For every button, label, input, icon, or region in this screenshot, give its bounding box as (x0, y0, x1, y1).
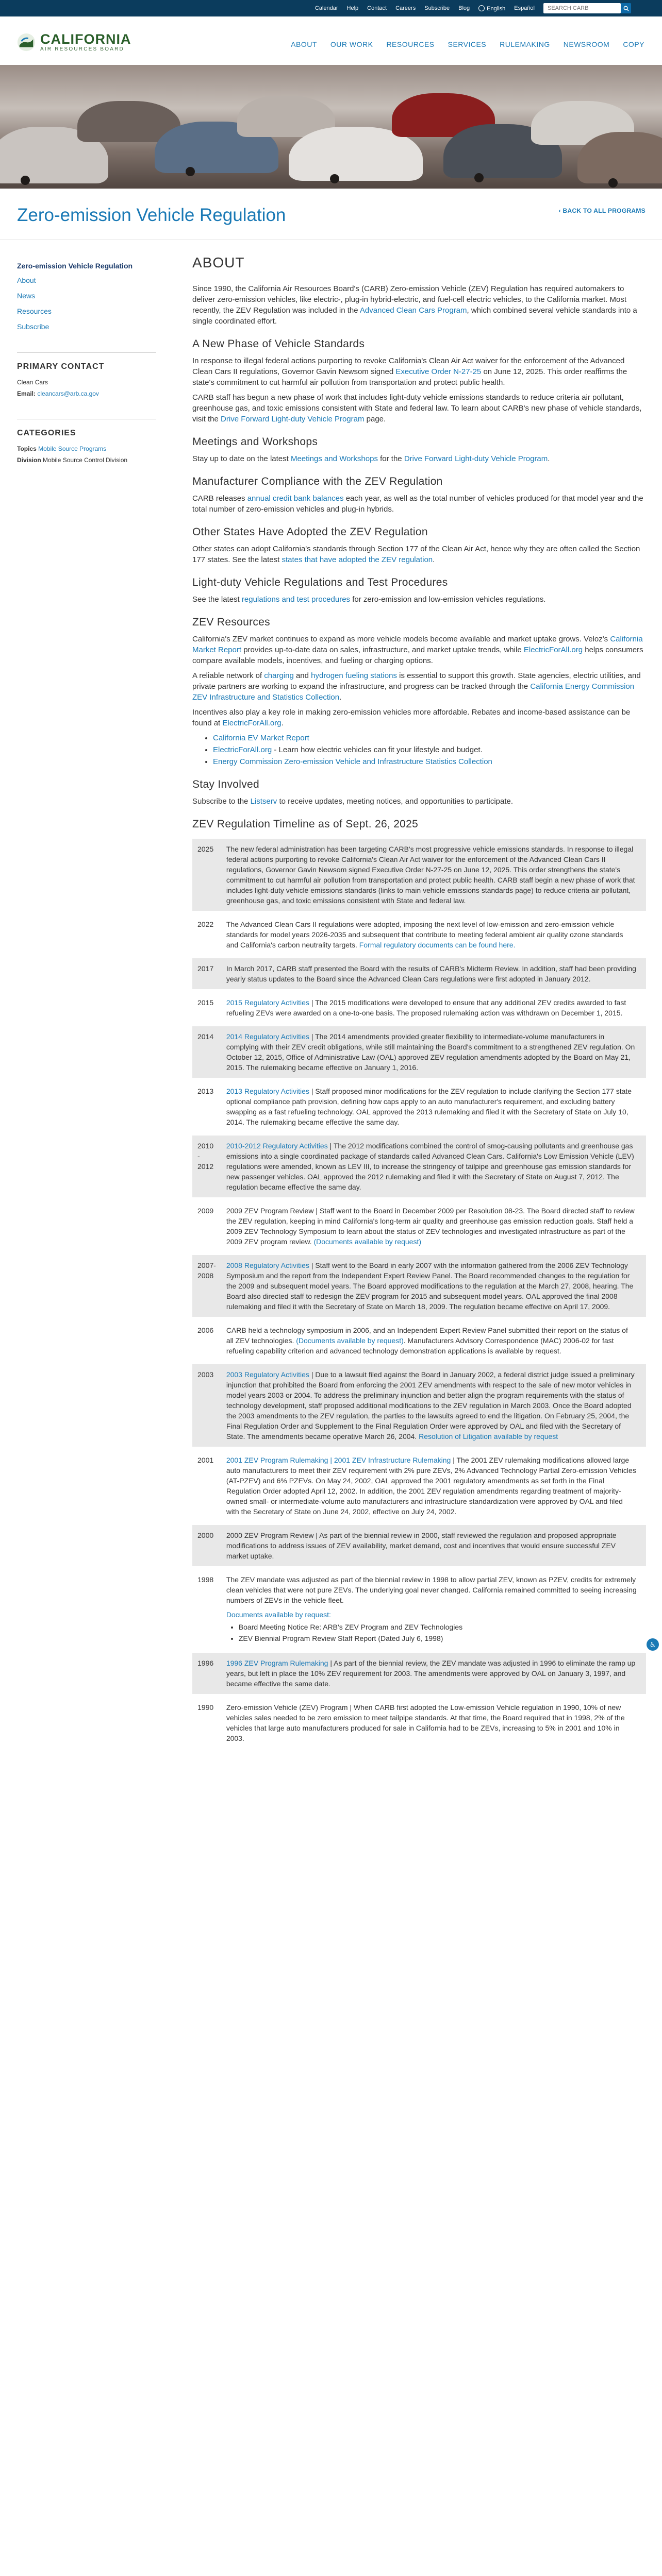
sidebar-item-subscribe[interactable]: Subscribe (17, 323, 49, 331)
timeline-description (221, 957, 646, 991)
timeline-year: 1996 (192, 1651, 221, 1696)
timeline-text: | Staff went to the Board in early 2007 with the information gathered from the 2006 ZEV Technology Symposium and the report from the Independent Expert Review Panel. The Board recommended changes to the regulation for the 2009 and subsequent model years. The Board approved modifications to the regulation at the March 27, 2008, hearing. The Board also directed staff to redesign the ZEV program for 2015 and subsequent model years. OAL approved the final 2008 rulemaking and filed it with the Secretary of State on March 18, 2009. The regulation became effective on April 17, 2009. (226, 1261, 634, 1311)
timeline-link[interactable]: 2013 Regulatory Activities (226, 1087, 309, 1095)
timeline-year: 2013 (192, 1079, 221, 1134)
accessibility-icon[interactable]: ♿ (647, 1638, 659, 1651)
timeline-text: | Due to a lawsuit filed against the Board in January 2002, a federal district judge issued a preliminary injunction that prohibited the Board from enforcing the 2001 ZEV amendments with respect to the sale of new motor vehicles in model years 2003 or 2004. To address the preliminary injunction and better align the program requirements with the status of technology development, staff proposed additional modifications to the ZEV regulation in March 2003. Once the Board adopted the 2003 amendments to the ZEV regulation, the parties to the lawsuits agreed to end the litigation. On February 25, 2004, the Final Regulation Order and Supplement to the Final Regulation Order were approved by OAL and filed with the Secretary of State. The amendments became operative March 26, 2004. (226, 1370, 635, 1440)
other-states-paragraph (192, 544, 646, 565)
other-states-heading: Other States Have Adopted the ZEV Regulation (192, 526, 428, 538)
list-item (213, 744, 646, 755)
timeline-text: 2000 ZEV Program Review | As part of the biennial review in 2000, staff reviewed the regulation and proposed appropriate modifications to address issues of ZEV availability, market demand, cost and incentives that would ensure successful ZEV market uptake. (226, 1531, 617, 1560)
phase-text-1: In response to illegal federal actions purporting to revoke California's Clean Air Act waiver for the enforcement of the Advanced Clean Cars II regulations, Governor Gavin Newsom signed (192, 357, 625, 376)
utility-link-contact[interactable]: Contact (367, 5, 387, 11)
timeline-description (221, 1363, 646, 1448)
timeline-description (221, 1523, 646, 1568)
hydrogen-fueling-link[interactable]: hydrogen fueling stations (311, 671, 397, 680)
zev-resources-heading: ZEV Resources (192, 616, 270, 628)
about-heading: ABOUT (192, 255, 245, 270)
timeline-text: | The 2012 modifications combined the control of smog-causing pollutants and greenhouse gas emissions into a single coordinated package of standards called Advanced Clean Cars. California's Low Emission Vehicle (LEV) regulations were amended, known as LEV III, to increase the stringency of tailpipe and greenhouse gas emission standards for new passenger vehicles. OAL approved the 2012 rulemaking and filed it with the Secretary of State on August 7, 2012. The regulation became effective the same day. (226, 1142, 634, 1191)
res-text-3: Incentives also play a key role in making zero-emission vehicles more affordable. Rebates and income-based assistance can be found at (192, 708, 631, 727)
table-row (192, 1568, 646, 1651)
meetings-mid: for the (380, 454, 402, 463)
timeline-description (221, 1568, 646, 1651)
compliance-paragraph (192, 493, 646, 515)
credit-bank-balances-link[interactable]: annual credit bank balances (247, 494, 344, 503)
timeline-link[interactable]: 2010-2012 Regulatory Activities (226, 1142, 328, 1150)
utility-link-help[interactable]: Help (346, 5, 359, 11)
timeline-sublist (239, 1622, 637, 1643)
california-bear-logo-icon (16, 32, 36, 52)
electricforall-incentives-link[interactable]: ElectricForAll.org (222, 719, 282, 727)
list-item (213, 733, 646, 743)
timeline-documents-link[interactable]: Formal regulatory documents can be found here. (359, 941, 516, 949)
timeline-year: 1998 (192, 1568, 221, 1651)
resources-paragraph-2 (192, 670, 646, 703)
list-item (213, 756, 646, 767)
list-item: • Board Meeting Notice Re: ARB's ZEV Program and ZEV Technologies (239, 1622, 637, 1632)
categories-heading: CATEGORIES (17, 419, 156, 438)
timeline-year: 2025 (192, 837, 221, 912)
nav-services[interactable]: SERVICES (448, 40, 487, 48)
search-input[interactable] (543, 3, 621, 13)
phase-text-1-end: on June 12, 2025. This order reaffirms the state's commitment to cut harmful air pollution from transportation and protect public health. (192, 367, 627, 387)
utility-links (315, 0, 631, 16)
states-text: Other states can adopt California's standards through Section 177 of the Clean Air Act, hence why they are often called the Section 177 states. See the latest (192, 545, 640, 564)
timeline-documents-link[interactable]: Resolution of Litigation available by request (419, 1432, 558, 1440)
table-row (192, 912, 646, 957)
timeline-year: 2001 (192, 1448, 221, 1523)
phase-text-2: CARB staff has begun a new phase of work that includes light-duty vehicle emissions standards to reduce criteria air pollutant, greenhouse gas, and toxic emissions consistent with State and federal law. To learn about CARB's new phase of vehicle standards, visit the (192, 393, 642, 423)
electricforall-list-link[interactable]: ElectricForAll.org (213, 745, 272, 754)
utility-link-subscribe[interactable]: Subscribe (424, 5, 450, 11)
drive-forward-meetings-link[interactable]: Drive Forward Light-duty Vehicle Program (404, 454, 548, 463)
nav-copy[interactable]: COPY (623, 40, 644, 48)
timeline-year: 2003 (192, 1363, 221, 1448)
list-item-text: - Learn how electric vehicles can fit your lifestyle and budget. (272, 745, 483, 754)
timeline-text: | As part of the biennial review, the ZEV mandate was adjusted in 1996 to eliminate the ramp up years, but left in place the 10% ZEV requirement for 2003. The amendments were approved by OAL on January 3, 1997, and became effective the same date. (226, 1659, 636, 1688)
page-title-band (0, 189, 662, 240)
phase-text-2-end: page. (366, 415, 386, 423)
timeline-year: 2014 (192, 1025, 221, 1079)
light-duty-paragraph (192, 594, 646, 605)
topics-row (17, 445, 156, 452)
timeline-text: CARB held a technology symposium in 2006, and an Independent Expert Review Panel submitted their report on the status of all ZEV technologies. (226, 1326, 628, 1345)
ld-text: See the latest (192, 595, 240, 604)
res-text-2-and: and (295, 671, 309, 680)
meetings-paragraph (192, 453, 646, 464)
resources-paragraph-3 (192, 707, 646, 728)
table-row (192, 957, 646, 991)
sidebar-item-resources[interactable]: Resources (17, 307, 52, 315)
timeline-text: | The 2014 amendments provided greater flexibility to intermediate-volume manufacturers in complying with their ZEV credit obligations, while still maintaining the Board's commitment to a strengthened ZEV regulation. On October 12, 2015, Office of Administrative Law (OAL) approved ZEV regulation amendments adopted by the Board on May 21, 2015. The rulemaking became effective on January 1, 2016. (226, 1032, 635, 1072)
timeline-link[interactable]: 2001 ZEV Program Rulemaking | 2001 ZEV Infrastructure Rulemaking (226, 1456, 451, 1464)
contact-email-row (17, 390, 156, 397)
wheel-shape (608, 178, 618, 188)
table-row (192, 837, 646, 912)
timeline-text: | Staff proposed minor modifications for the ZEV regulation to include clarifying the Section 177 state optional compliance path provision, defining how caps apply to an auto manufacturer's requirement, and excluding battery swapping as a fast refueling technology. OAL approved the 2013 rulemaking and filed it with the Secretary of State on July 10, 2014. The rulemaking became effective the same day. (226, 1087, 632, 1126)
search-button[interactable] (621, 3, 631, 13)
compliance-heading: Manufacturer Compliance with the ZEV Regulation (192, 476, 443, 487)
resources-list (213, 733, 646, 767)
list-item: • ZEV Biennial Program Review Staff Report (Dated July 6, 1998) (239, 1633, 637, 1643)
table-row (192, 1253, 646, 1318)
timeline-link[interactable]: 2015 Regulatory Activities (226, 998, 309, 1007)
carb-logo[interactable] (16, 32, 131, 52)
involved-end: to receive updates, meeting notices, and opportunities to participate. (279, 797, 514, 806)
listserv-link[interactable]: Listserv (250, 797, 277, 806)
timeline-description (221, 1696, 646, 1749)
language-espanol[interactable]: Español (514, 5, 535, 11)
globe-icon (478, 5, 485, 11)
timeline-link[interactable]: 1996 ZEV Program Rulemaking (226, 1659, 328, 1667)
table-row (192, 1651, 646, 1696)
timeline-description (221, 1448, 646, 1523)
table-row (192, 1363, 646, 1448)
site-header (0, 16, 662, 65)
regulations-test-procedures-link[interactable]: regulations and test procedures (241, 595, 351, 604)
advanced-clean-cars-link[interactable]: Advanced Clean Cars Program (359, 306, 467, 315)
division-label: Division (17, 456, 41, 464)
timeline-description (221, 991, 646, 1025)
logo-subtitle: AIR RESOURCES BOARD (40, 46, 124, 52)
nav-our-work[interactable]: OUR WORK (330, 40, 373, 48)
res-text-1-mid: provides up-to-date data on sales, infrastructure, and market uptake trends, while (243, 646, 522, 654)
wheel-shape (474, 173, 484, 182)
wheel-shape (186, 167, 195, 176)
timeline-documents-link[interactable]: Documents available by request: (226, 1611, 331, 1619)
timeline-text: | The 2015 modifications were developed to ensure that any additional ZEV credits awarded to fast refueling ZEVs were awarded on a one-to-one basis. The proposed rulemaking action was withdrawn on December 1, 2015. (226, 998, 626, 1017)
timeline-documents-link[interactable]: (Documents available by request) (313, 1238, 421, 1246)
timeline-description (221, 1079, 646, 1134)
timeline-tail: . Manufacturers Advisory Correspondence (MAC) 2006-02 for fast refueling capability criterion and advanced technology demonstration applications is available by request. (226, 1336, 614, 1355)
topics-link[interactable]: Mobile Source Programs (38, 445, 107, 452)
drive-forward-link[interactable]: Drive Forward Light-duty Vehicle Program (221, 415, 365, 423)
stay-involved-paragraph (192, 796, 646, 807)
ev-market-report-link[interactable]: California EV Market Report (213, 734, 309, 742)
charging-link[interactable]: charging (264, 671, 294, 680)
utility-link-calendar[interactable]: Calendar (315, 5, 338, 11)
timeline-description (221, 1253, 646, 1318)
timeline-description (221, 1134, 646, 1199)
ld-end: for zero-emission and low-emission vehicles regulations. (352, 595, 546, 604)
compliance-end: each year, as well as the total number of vehicles produced for that model year and the total number of zero-emission vehicles and plug-in hybrids. (192, 494, 643, 514)
meetings-end: . (548, 454, 550, 463)
timeline-text: Zero-emission Vehicle (ZEV) Program | When CARB first adopted the Low-emission Vehicle regulation in 1990, 10% of new vehicles sales needed to be zero emission to meet tailpipe standards. At that time, the Board required that in 1998, 2% of the vehicles that large auto manufacturers produced for sale in California had to be ZEVs, increasing to 5% in 2001 and 10% in 2003. (226, 1703, 625, 1742)
timeline-year: 1990 (192, 1696, 221, 1749)
table-row (192, 1199, 646, 1253)
timeline-year: 2007-2008 (192, 1253, 221, 1318)
timeline-documents-link[interactable]: (Documents available by request) (296, 1336, 404, 1345)
sidebar (17, 262, 156, 468)
table-row (192, 1318, 646, 1363)
sidebar-item-news[interactable]: News (17, 292, 36, 300)
contact-email-label: Email: (17, 390, 36, 397)
states-end: . (433, 555, 435, 564)
main-content (192, 255, 646, 1749)
nav-about[interactable]: ABOUT (291, 40, 317, 48)
electricforall-link[interactable]: ElectricForAll.org (523, 646, 583, 654)
table-row (192, 1079, 646, 1134)
timeline-year: 2022 (192, 912, 221, 957)
sidebar-nav (17, 276, 156, 331)
topics-label: Topics (17, 445, 37, 452)
compliance-text: CARB releases (192, 494, 245, 503)
meetings-heading: Meetings and Workshops (192, 436, 318, 448)
timeline-text: | The 2001 ZEV rulemaking modifications allowed large auto manufacturers to meet their ZEV requirement with 2% pure ZEVs, 2% Advanced Technology Partial Zero-emission Vehicles (AT-PZEV) and 6% PZEVs. On May 24, 2002, OAL approved the 2001 regulatory amendments as set forth in the Final Regulation Order adopted April 12, 2002. In addition, the 2001 ZEV regulation amendments regarding treatment of majority-owned small- or intermediate-volume auto manufacturers and infrastructure standardization were approved by OAL and filed with the Secretary of State on June 24, 2002, effective on July 24, 2002. (226, 1456, 636, 1516)
logo-text (40, 32, 131, 52)
timeline-year: 2017 (192, 957, 221, 991)
timeline-description (221, 1651, 646, 1696)
utility-link-blog[interactable]: Blog (458, 5, 470, 11)
res-text-2-mid: is essential to support this growth. State agencies, electric utilities, and private partners are working to expand the infrastructure, and progress can be tracked through the (192, 671, 641, 691)
timeline-description (221, 837, 646, 912)
language-english-label: English (487, 5, 506, 12)
timeline-year: 2009 (192, 1199, 221, 1253)
light-duty-heading: Light-duty Vehicle Regulations and Test Procedures (192, 577, 448, 588)
timeline-text: In March 2017, CARB staff presented the Board with the results of CARB's Midterm Review. In addition, staff had been providing yearly status updates to the Board since the Advanced Clean Cars regulations were first adopted in January 2012. (226, 964, 636, 983)
page-title: Zero-emission Vehicle Regulation (17, 205, 286, 225)
timeline-description (221, 1199, 646, 1253)
timeline-link[interactable]: 2003 Regulatory Activities (226, 1370, 309, 1379)
division-row (17, 456, 156, 464)
nav-resources[interactable]: RESOURCES (386, 40, 435, 48)
timeline-text: The ZEV mandate was adjusted as part of the biennial review in 1998 to allow partial ZEV, known as PZEV, credits for extremely clean vehicles that were not pure ZEVs. The underlying goal never changed. California remained committed to seeing increasing numbers of ZEVs in the vehicle fleet. (226, 1575, 637, 1604)
nav-rulemaking[interactable]: RULEMAKING (500, 40, 550, 48)
table-row (192, 1134, 646, 1199)
timeline-text: The Advanced Clean Cars II regulations were adopted, imposing the next level of low-emission and zero-emission vehicle standards for model years 2026-2035 and subsequent that contribute to meeting federal ambient air quality ozone standards and California's carbon neutrality targets. (226, 920, 623, 949)
contact-name: Clean Cars (17, 379, 48, 386)
timeline-description (221, 1318, 646, 1363)
meetings-text: Stay up to date on the latest (192, 454, 289, 463)
utility-bar (0, 0, 662, 16)
table-row (192, 1448, 646, 1523)
sidebar-item-about[interactable]: About (17, 276, 36, 284)
wheel-shape (21, 176, 30, 185)
timeline-text: The new federal administration has been targeting CARB's most progressive vehicle emissions standards. In response to illegal federal actions purporting to revoke California's Clean Air Act waiver for the enforcement of the Advanced Clean Cars II regulations, Governor Gavin Newsom signed Executive Order N-27-25 on June 12, 2025. This order strengthens the state's commitment to cut harmful air pollution from transportation and protect public health. CARB staff begin a new phase of work that includes light-duty vehicle emissions standards (links to main vehicle emissions standards page) to reduce criteria air pollutant, greenhouse gas, and toxic emissions consistent with State and federal law. (226, 845, 635, 905)
stay-involved-heading: Stay Involved (192, 778, 259, 790)
sidebar-nav-title[interactable]: Zero-emission Vehicle Regulation (17, 262, 133, 270)
involved-text: Subscribe to the (192, 797, 249, 806)
about-text-end: , which combined several vehicle standards into a single coordinated effort. (192, 306, 637, 326)
timeline-year: 2010 - 2012 (192, 1134, 221, 1199)
language-english[interactable] (478, 5, 505, 12)
contact-email-link[interactable]: cleancars@arb.ca.gov (37, 390, 99, 397)
meetings-workshops-link[interactable]: Meetings and Workshops (290, 454, 378, 463)
back-to-programs-link[interactable]: ‹ BACK TO ALL PROGRAMS (558, 207, 646, 214)
timeline-heading: ZEV Regulation Timeline as of Sept. 26, 2025 (192, 818, 419, 830)
cec-zev-statistics-link[interactable]: California Energy Commission ZEV Infrastructure and Statistics Collection (192, 682, 635, 702)
timeline-text: 2009 ZEV Program Review | Staff went to the Board in December 2009 per Resolution 08-23. The Board directed staff to review the ZEV regulation, keeping in mind California's long-term air quality and greenhouse gas emission reduction goals. Staff held a 2009 ZEV Technology Symposium to learn about the status of ZEV technologies and investigated infrastructure as part of the 2009 ZEV program review. (226, 1207, 635, 1246)
primary-contact-heading: PRIMARY CONTACT (17, 352, 156, 371)
about-text: Since 1990, the California Air Resources Board's (CARB) Zero-emission Vehicle (ZEV) Regulation has required automakers to deliver zero-emission vehicles, like electric-, plug-in hybrid-electric, and fuel-cell electric vehicles, to the California market. Most recently, the ZEV Regulation was included in the (192, 284, 626, 315)
res-text-3-end: . (281, 719, 284, 727)
timeline-year: 2006 (192, 1318, 221, 1363)
res-text-1: California's ZEV market continues to expand as more vehicle models become available and market uptake grows. Veloz's (192, 635, 608, 643)
division-value: Mobile Source Control Division (43, 456, 128, 464)
timeline-year: 2000 (192, 1523, 221, 1568)
timeline-link[interactable]: 2014 Regulatory Activities (226, 1032, 309, 1041)
new-phase-paragraph-1 (192, 355, 646, 388)
logo-name: CALIFORNIA (40, 31, 131, 47)
table-row (192, 1696, 646, 1749)
resources-paragraph-1 (192, 634, 646, 666)
res-text-2-end: . (339, 693, 342, 702)
timeline-description (221, 912, 646, 957)
nav-newsroom[interactable]: NEWSROOM (563, 40, 610, 48)
executive-order-link[interactable]: Executive Order N-27-25 (395, 367, 482, 376)
about-paragraph (192, 283, 646, 327)
california-market-report-link[interactable]: California Market Report (192, 635, 643, 654)
table-row (192, 991, 646, 1025)
res-text-1-end: helps consumers compare available models, incentives, and fueling or charging options. (192, 646, 643, 665)
main-nav (291, 40, 644, 48)
energy-commission-link[interactable]: Energy Commission Zero-emission Vehicle and Infrastructure Statistics Collection (213, 757, 492, 766)
search-icon (623, 6, 629, 11)
utility-link-careers[interactable]: Careers (395, 5, 416, 11)
table-row (192, 1523, 646, 1568)
timeline-description (221, 1025, 646, 1079)
new-phase-heading: A New Phase of Vehicle Standards (192, 338, 365, 350)
timeline-year: 2015 (192, 991, 221, 1025)
wheel-shape (330, 174, 339, 183)
timeline-table (192, 836, 646, 1749)
timeline-link[interactable]: 2008 Regulatory Activities (226, 1261, 309, 1269)
res-text-2: A reliable network of (192, 671, 262, 680)
states-adopted-link[interactable]: states that have adopted the ZEV regulation (282, 555, 433, 564)
hero-image (0, 65, 662, 189)
new-phase-paragraph-2 (192, 392, 646, 425)
table-row (192, 1025, 646, 1079)
